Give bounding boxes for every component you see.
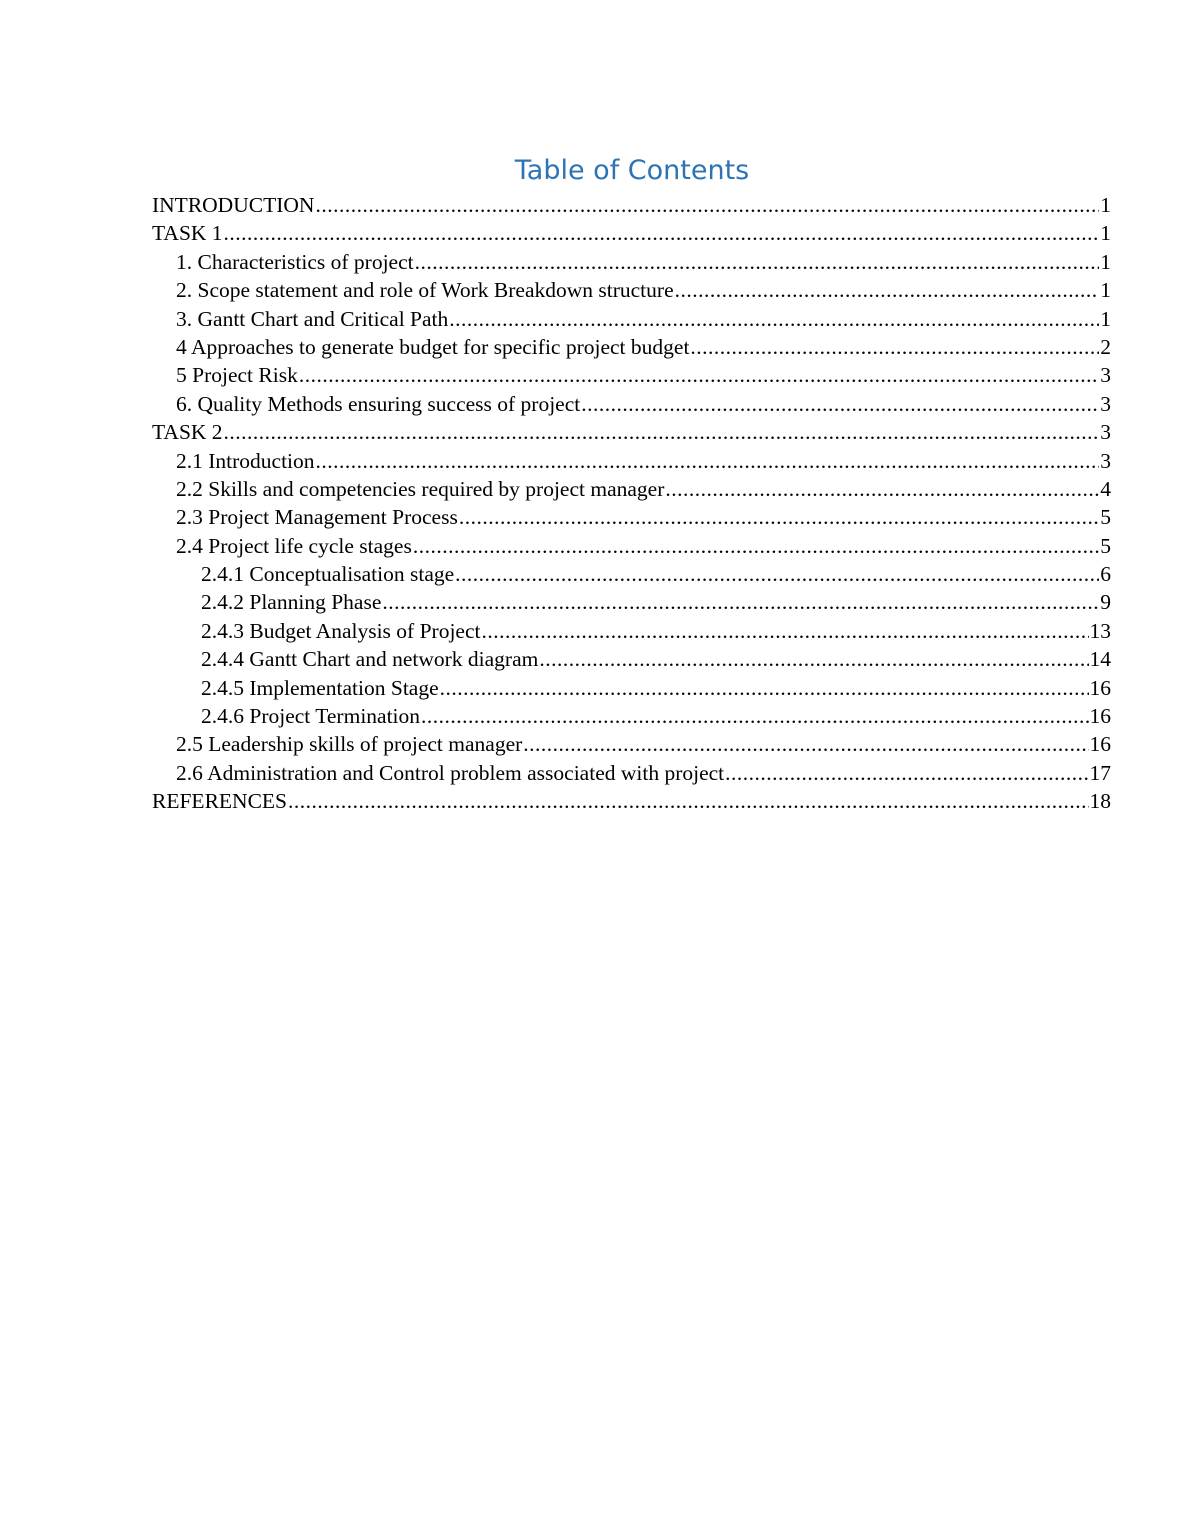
toc-dot-leader xyxy=(665,475,1099,503)
toc-entry[interactable] xyxy=(152,219,1111,247)
toc-page-number[interactable]: 3 xyxy=(1100,420,1111,445)
toc-page-number[interactable]: 16 xyxy=(1089,704,1111,729)
toc-page-number[interactable]: 13 xyxy=(1089,618,1111,643)
toc-entry-label[interactable]: 2. Scope statement and role of Work Breakdown structure xyxy=(176,278,674,303)
toc-dot-leader xyxy=(481,617,1088,645)
toc-page-number[interactable]: 1 xyxy=(1100,278,1111,303)
toc-dot-leader xyxy=(288,787,1089,815)
toc-page-number[interactable]: 6 xyxy=(1100,562,1111,587)
toc-entry-label[interactable]: 2.3 Project Management Process xyxy=(176,505,458,530)
toc-entry[interactable] xyxy=(152,532,1111,560)
toc-page-number[interactable]: 1 xyxy=(1100,306,1111,331)
toc-entry-label[interactable]: 2.2 Skills and competencies required by project manager xyxy=(176,476,665,501)
toc-entry[interactable] xyxy=(152,475,1111,503)
toc-page-number[interactable]: 14 xyxy=(1089,647,1111,672)
toc-dot-leader xyxy=(539,645,1088,673)
toc-entry-label[interactable]: TASK 1 xyxy=(152,221,223,246)
toc-dot-leader xyxy=(413,532,1099,560)
toc-entry-label[interactable]: 2.4.5 Implementation Stage xyxy=(201,675,439,700)
toc-dot-leader xyxy=(440,674,1089,702)
toc-page-number[interactable]: 2 xyxy=(1100,334,1111,359)
toc-entry-label[interactable]: REFERENCES xyxy=(152,789,287,814)
toc-entry[interactable] xyxy=(152,418,1111,446)
toc-entry[interactable] xyxy=(152,617,1111,645)
toc-page-number[interactable]: 1 xyxy=(1100,221,1111,246)
toc-dot-leader xyxy=(725,759,1088,787)
toc-entry-label[interactable]: 1. Characteristics of project xyxy=(176,249,414,274)
toc-dot-leader xyxy=(523,730,1088,758)
toc-entry[interactable] xyxy=(152,560,1111,588)
toc-page-number[interactable]: 1 xyxy=(1100,193,1111,217)
toc-entry-label[interactable]: 2.5 Leadership skills of project manager xyxy=(176,732,523,757)
toc-dot-leader xyxy=(455,560,1099,588)
toc-entry-label[interactable]: 2.4.6 Project Termination xyxy=(201,704,421,729)
toc-entry-label[interactable]: INTRODUCTION xyxy=(152,193,315,217)
toc-dot-leader xyxy=(224,418,1100,446)
toc-page-number[interactable]: 9 xyxy=(1100,590,1111,615)
toc-dot-leader xyxy=(315,191,1099,219)
table-of-contents xyxy=(152,191,1111,816)
toc-entry-label[interactable]: 2.4 Project life cycle stages xyxy=(176,533,412,558)
toc-page-number[interactable]: 1 xyxy=(1100,249,1111,274)
toc-dot-leader xyxy=(421,702,1088,730)
toc-dot-leader xyxy=(675,276,1100,304)
toc-page-number[interactable]: 18 xyxy=(1089,789,1111,814)
toc-dot-leader xyxy=(382,588,1099,616)
toc-dot-leader xyxy=(415,248,1100,276)
toc-dot-leader xyxy=(299,361,1099,389)
toc-page-number[interactable]: 4 xyxy=(1100,476,1111,501)
toc-dot-leader xyxy=(581,390,1099,418)
toc-entry-label[interactable]: 2.4.4 Gantt Chart and network diagram xyxy=(201,647,539,672)
toc-dot-leader xyxy=(690,333,1099,361)
toc-entry[interactable] xyxy=(152,361,1111,389)
toc-entry[interactable] xyxy=(152,333,1111,361)
toc-page-number[interactable]: 3 xyxy=(1100,448,1111,473)
toc-page-number[interactable]: 17 xyxy=(1089,760,1111,785)
toc-heading: Table of Contents xyxy=(514,155,750,186)
toc-page-number[interactable]: 5 xyxy=(1100,505,1111,530)
toc-page-number[interactable]: 16 xyxy=(1089,675,1111,700)
toc-entry[interactable] xyxy=(152,276,1111,304)
toc-dot-leader xyxy=(316,447,1100,475)
toc-dot-leader xyxy=(459,503,1099,531)
toc-entry[interactable] xyxy=(152,191,1111,219)
toc-entry-label[interactable]: 4 Approaches to generate budget for specific project budget xyxy=(176,334,690,359)
toc-entry[interactable] xyxy=(152,588,1111,616)
toc-entry-label[interactable]: TASK 2 xyxy=(152,420,223,445)
toc-entry-label[interactable]: 2.4.2 Planning Phase xyxy=(201,590,382,615)
toc-entry-label[interactable]: 5 Project Risk xyxy=(176,363,298,388)
toc-page-number[interactable]: 5 xyxy=(1100,533,1111,558)
toc-page-number[interactable]: 16 xyxy=(1089,732,1111,757)
toc-entry[interactable] xyxy=(152,730,1111,758)
toc-page-number[interactable]: 3 xyxy=(1100,391,1111,416)
toc-entry-label[interactable]: 2.4.3 Budget Analysis of Project xyxy=(201,618,481,643)
toc-entry-label[interactable]: 2.1 Introduction xyxy=(176,448,315,473)
toc-entry[interactable] xyxy=(152,447,1111,475)
toc-entry-label[interactable]: 3. Gantt Chart and Critical Path xyxy=(176,306,449,331)
toc-entry[interactable] xyxy=(152,645,1111,673)
toc-entry[interactable] xyxy=(152,674,1111,702)
toc-entry[interactable] xyxy=(152,503,1111,531)
toc-entry[interactable] xyxy=(152,390,1111,418)
toc-entry[interactable] xyxy=(152,702,1111,730)
toc-dot-leader xyxy=(224,219,1100,247)
toc-entry[interactable] xyxy=(152,248,1111,276)
toc-entry[interactable] xyxy=(152,759,1111,787)
toc-entry[interactable] xyxy=(152,305,1111,333)
toc-entry-label[interactable]: 2.6 Administration and Control problem associated with project xyxy=(176,760,725,785)
toc-entry[interactable] xyxy=(152,787,1111,815)
toc-entry-label[interactable]: 6. Quality Methods ensuring success of project xyxy=(176,391,581,416)
toc-page-number[interactable]: 3 xyxy=(1100,363,1111,388)
toc-entry-label[interactable]: 2.4.1 Conceptualisation stage xyxy=(201,562,455,587)
toc-dot-leader xyxy=(449,305,1099,333)
